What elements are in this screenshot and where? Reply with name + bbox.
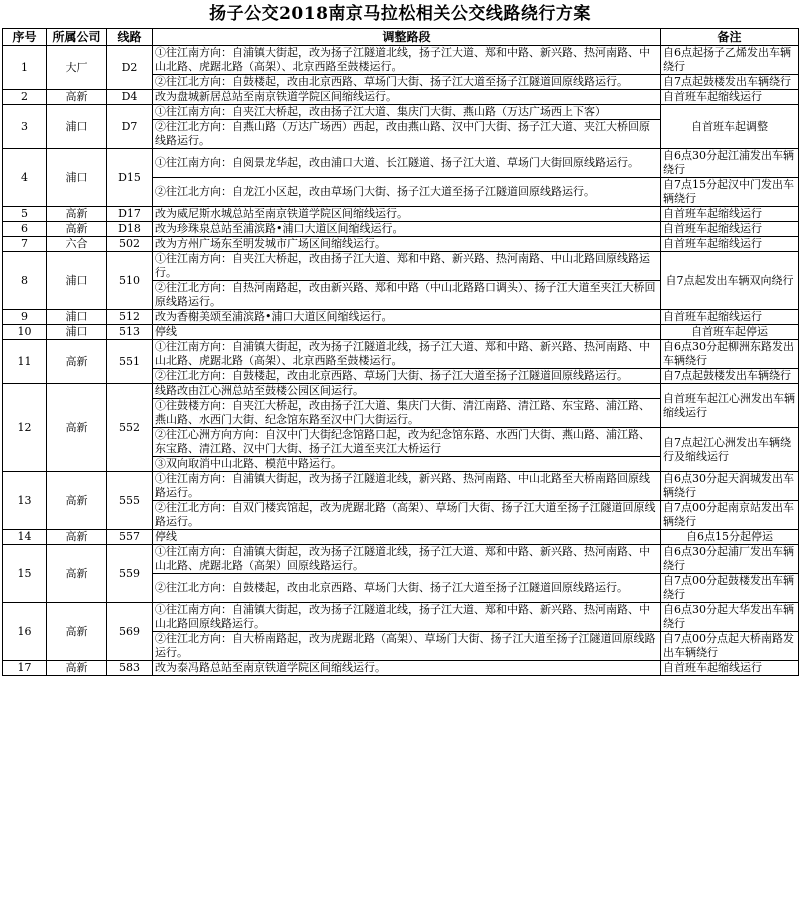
row-company: 高新 <box>47 472 107 530</box>
row-line: 552 <box>107 384 153 472</box>
row-note: 自6点15分起停运 <box>661 530 799 545</box>
row-note: 自6点30分起江浦发出车辆绕行 <box>661 149 799 178</box>
row-line: 559 <box>107 545 153 603</box>
row-route-segment: 线路改由江心洲总站至鼓楼公园区间运行。 <box>153 384 661 399</box>
table-header-row <box>3 29 799 46</box>
row-company: 浦口 <box>47 105 107 149</box>
detour-table <box>2 28 799 676</box>
row-company: 高新 <box>47 340 107 384</box>
row-line: D7 <box>107 105 153 149</box>
row-company: 大厂 <box>47 46 107 90</box>
table-row <box>3 340 799 369</box>
header-no: 序号 <box>3 29 47 46</box>
row-route-segment: ①往江南方向：自浦镇大街起，改为扬子江隧道北线，扬子江大道、郑和中路、新兴路、热河南路、中山北路回原线路运行。 <box>153 603 661 632</box>
table-row <box>3 472 799 501</box>
header-note: 备注 <box>661 29 799 46</box>
row-route-segment: ①往江南方向：自浦镇大街起，改为扬子江隧道北线，扬子江大道、郑和中路、新兴路、热河南路、中山北路、虎踞北路（高架）、北京西路至鼓楼运行。 <box>153 340 661 369</box>
row-route-segment: ②往江北方向：自鼓楼起，改由北京西路、草场门大街、扬子江大道至扬子江隧道回原线路运行。 <box>153 369 661 384</box>
row-number: 2 <box>3 90 47 105</box>
row-company: 高新 <box>47 661 107 676</box>
header-route: 调整路段 <box>153 29 661 46</box>
row-line: 510 <box>107 252 153 310</box>
row-company: 六合 <box>47 237 107 252</box>
table-row <box>3 207 799 222</box>
row-line: 583 <box>107 661 153 676</box>
row-route-segment: ①往江南方向：自浦镇大街起，改为扬子江隧道北线，新兴路、热河南路、中山北路至大桥南路回原线路运行。 <box>153 472 661 501</box>
row-company: 浦口 <box>47 325 107 340</box>
row-route-segment: ③双向取消中山北路、模范中路运行。 <box>153 457 661 472</box>
row-number: 6 <box>3 222 47 237</box>
row-company: 高新 <box>47 90 107 105</box>
table-row <box>3 46 799 75</box>
row-number: 16 <box>3 603 47 661</box>
table-row <box>3 90 799 105</box>
table-body <box>3 46 799 676</box>
row-route-segment: ②往江心洲方向方向：自汉中门大街纪念馆路口起，改为纪念馆东路、水西门大街、燕山路、浦江路、东宝路、清江路、汉中门大街、扬子江大道至夹江大桥运行 <box>153 428 661 457</box>
table-row <box>3 252 799 281</box>
row-number: 5 <box>3 207 47 222</box>
row-number: 14 <box>3 530 47 545</box>
table-row <box>3 310 799 325</box>
row-note: 自7点起鼓楼发出车辆绕行 <box>661 369 799 384</box>
table-row <box>3 325 799 340</box>
row-line: D17 <box>107 207 153 222</box>
row-route-segment: ②往江北方向：自鼓楼起，改由北京西路、草场门大街、扬子江大道至扬子江隧道回原线路运行。 <box>153 574 661 603</box>
row-route-segment: 停线 <box>153 325 661 340</box>
row-route-segment: ①往江南方向：自夹江大桥起，改由扬子江大道、集庆门大街、燕山路（万达广场西上下客） <box>153 105 661 120</box>
row-route-segment: ②往江北方向：自鼓楼起，改由北京西路、草场门大街、扬子江大道至扬子江隧道回原线路运行。 <box>153 75 661 90</box>
header-line: 线路 <box>107 29 153 46</box>
row-note: 自6点起扬子乙烯发出车辆绕行 <box>661 46 799 75</box>
row-route-segment: ①往鼓楼方向：自夹江大桥起，改由扬子江大道、集庆门大街、清江南路、清江路、东宝路、浦江路、燕山路、水西门大街、纪念馆东路至汉中门大街运行。 <box>153 399 661 428</box>
row-note: 自7点15分起汉中门发出车辆绕行 <box>661 178 799 207</box>
row-route-segment: 停线 <box>153 530 661 545</box>
row-note: 自首班车起缩线运行 <box>661 661 799 676</box>
row-route-segment: 改为香榭美颂至浦滨路•浦口大道区间缩线运行。 <box>153 310 661 325</box>
row-route-segment: ①往江南方向：自夹江大桥起，改由扬子江大道、郑和中路、新兴路、热河南路、中山北路回原线路运行。 <box>153 252 661 281</box>
row-number: 15 <box>3 545 47 603</box>
row-number: 7 <box>3 237 47 252</box>
row-line: D15 <box>107 149 153 207</box>
table-row <box>3 149 799 178</box>
row-number: 13 <box>3 472 47 530</box>
row-line: D18 <box>107 222 153 237</box>
row-company: 浦口 <box>47 310 107 325</box>
row-note: 自首班车起江心洲发出车辆缩线运行 <box>661 384 799 428</box>
table-row <box>3 222 799 237</box>
row-line: 557 <box>107 530 153 545</box>
table-row <box>3 603 799 632</box>
row-line: 555 <box>107 472 153 530</box>
row-note: 自首班车起缩线运行 <box>661 207 799 222</box>
row-note: 自7点00分点起大桥南路发出车辆绕行 <box>661 632 799 661</box>
row-line: 512 <box>107 310 153 325</box>
row-route-segment: ①往江南方向：自阅景龙华起，改由浦口大道、长江隧道、扬子江大道、草场门大街回原线路运行。 <box>153 149 661 178</box>
row-number: 12 <box>3 384 47 472</box>
row-route-segment: ②往江北方向：自大桥南路起，改为虎踞北路（高架）、草场门大街、扬子江大道至扬子江隧道回原线路运行。 <box>153 632 661 661</box>
row-number: 3 <box>3 105 47 149</box>
row-company: 浦口 <box>47 149 107 207</box>
row-route-segment: 改为方州广场东至明发城市广场区间缩线运行。 <box>153 237 661 252</box>
table-row <box>3 384 799 399</box>
row-note: 自7点起江心洲发出车辆绕行及缩线运行 <box>661 428 799 472</box>
row-number: 11 <box>3 340 47 384</box>
row-company: 高新 <box>47 530 107 545</box>
row-company: 高新 <box>47 545 107 603</box>
row-line: D4 <box>107 90 153 105</box>
row-company: 高新 <box>47 603 107 661</box>
row-line: 502 <box>107 237 153 252</box>
row-note: 自首班车起缩线运行 <box>661 310 799 325</box>
row-company: 浦口 <box>47 252 107 310</box>
row-note: 自6点30分起浦厂发出车辆绕行 <box>661 545 799 574</box>
row-note: 自7点00分起鼓楼发出车辆绕行 <box>661 574 799 603</box>
row-route-segment: 改为盘城新居总站至南京铁道学院区间缩线运行。 <box>153 90 661 105</box>
table-row <box>3 530 799 545</box>
row-route-segment: 改为泰冯路总站至南京铁道学院区间缩线运行。 <box>153 661 661 676</box>
row-note: 自6点30分起柳洲东路发出车辆绕行 <box>661 340 799 369</box>
table-row <box>3 105 799 120</box>
row-note: 自6点30分起天润城发出车辆绕行 <box>661 472 799 501</box>
row-note: 自首班车起缩线运行 <box>661 222 799 237</box>
row-route-segment: ①往江南方向：自浦镇大街起，改为扬子江隧道北线，扬子江大道、郑和中路、新兴路、热河南路、中山北路、虎踞北路（高架）、北京西路至鼓楼运行。 <box>153 46 661 75</box>
row-number: 9 <box>3 310 47 325</box>
row-number: 8 <box>3 252 47 310</box>
row-note: 自7点起发出车辆双向绕行 <box>661 252 799 310</box>
table-row <box>3 545 799 574</box>
row-line: D2 <box>107 46 153 90</box>
row-route-segment: ②往江北方向：自燕山路（万达广场西）西起，改由燕山路、汉中门大街、扬子江大道、夹江大桥回原线路运行。 <box>153 120 661 149</box>
row-line: 551 <box>107 340 153 384</box>
row-note: 自首班车起缩线运行 <box>661 90 799 105</box>
row-number: 4 <box>3 149 47 207</box>
row-note: 自首班车起缩线运行 <box>661 237 799 252</box>
row-route-segment: ①往江南方向：自浦镇大街起，改为扬子江隧道北线，扬子江大道、郑和中路、新兴路、热河南路、中山北路、虎踞北路（高架）回原线路运行。 <box>153 545 661 574</box>
row-note: 自6点30分起大华发出车辆绕行 <box>661 603 799 632</box>
row-line: 569 <box>107 603 153 661</box>
row-note: 自7点00分起南京站发出车辆绕行 <box>661 501 799 530</box>
row-note: 自首班车起调整 <box>661 105 799 149</box>
row-company: 高新 <box>47 384 107 472</box>
row-route-segment: ②往江北方向：自双门楼宾馆起，改为虎踞北路（高架）、草场门大街、扬子江大道至扬子江隧道回原线路运行。 <box>153 501 661 530</box>
row-route-segment: 改为珍珠泉总站至浦滨路•浦口大道区间缩线运行。 <box>153 222 661 237</box>
row-note: 自首班车起停运 <box>661 325 799 340</box>
document-title: 扬子公交2018南京马拉松相关公交线路绕行方案 <box>209 4 591 24</box>
row-route-segment: 改为威尼斯水城总站至南京铁道学院区间缩线运行。 <box>153 207 661 222</box>
row-route-segment: ②往江北方向：自龙江小区起，改由草场门大街、扬子江大道至扬子江隧道回原线路运行。 <box>153 178 661 207</box>
row-number: 1 <box>3 46 47 90</box>
table-row <box>3 661 799 676</box>
table-row <box>3 237 799 252</box>
row-company: 高新 <box>47 207 107 222</box>
row-number: 17 <box>3 661 47 676</box>
row-number: 10 <box>3 325 47 340</box>
row-note: 自7点起鼓楼发出车辆绕行 <box>661 75 799 90</box>
row-route-segment: ②往江北方向：自热河南路起，改由新兴路、郑和中路（中山北路路口调头）、扬子江大道至夹江大桥回原线路运行。 <box>153 281 661 310</box>
row-line: 513 <box>107 325 153 340</box>
header-company: 所属公司 <box>47 29 107 46</box>
row-company: 高新 <box>47 222 107 237</box>
